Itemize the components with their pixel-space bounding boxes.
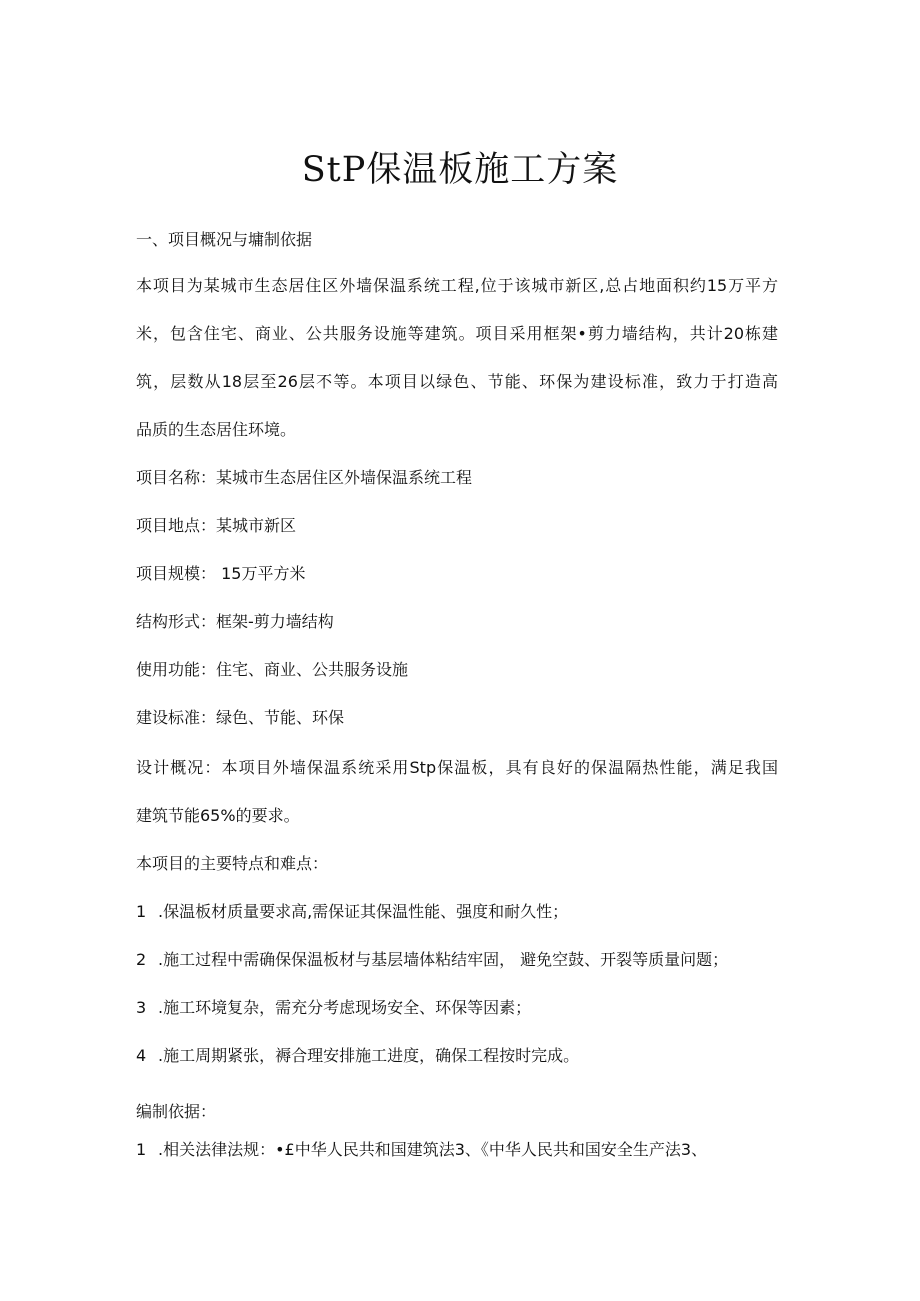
basis-heading: 编制依据： [136,1102,217,1121]
list-number: 3 [136,998,147,1017]
overview-line-1: 本项目为某城市生态居住区外墙保温系统工程,位于该城市新区,总占地面积约15万平方 [136,276,778,295]
list-number: 4 [136,1046,147,1065]
list-text: .施工周期紧张，褥合理安排施工进度，确保工程按时完成。 [158,1046,580,1065]
feature-item-2 [136,948,728,972]
document-title: StP保温板施工方案 [301,150,619,190]
design-overview-line-1: 设计概况：本项目外墙保温系统采用Stp保温板，具有良好的保温隔热性能，满足我国 [136,758,778,777]
feature-item-3 [136,996,531,1020]
project-scale: 项目规模： 15万平方米 [136,564,306,583]
list-number: 2 [136,950,147,969]
list-text: .相关法律法规：•£中华人民共和国建筑法3、《中华人民共和国安全生产法3、 [158,1140,708,1159]
feature-item-1 [136,900,568,924]
design-overview-line-2: 建筑节能65%的要求。 [136,806,300,825]
basis-item-1 [136,1138,707,1162]
feature-item-4 [136,1044,579,1068]
project-location: 项目地点：某城市新区 [136,516,297,535]
list-number: 1 [136,902,147,921]
usage-function: 使用功能：住宅、商业、公共服务设施 [136,660,409,679]
overview-line-2: 米，包含住宅、商业、公共服务设施等建筑。项目采用框架•剪力墙结构，共计20栋建 [136,324,778,343]
list-text: .施工环境复杂，需充分考虑现场安全、环保等因素； [158,998,532,1017]
overview-line-3: 筑，层数从18层至26层不等。本项目以绿色、节能、环保为建设标准，致力于打造高 [136,372,778,391]
structure-type: 结构形式：框架-剪力墙结构 [136,612,334,631]
features-heading: 本项目的主要特点和难点： [136,854,329,873]
section-heading: 一、项目概况与墉制依据 [136,230,313,249]
list-number: 1 [136,1140,147,1159]
project-name: 项目名称：某城市生态居住区外墙保温系统工程 [136,468,473,487]
list-text: .施工过程中需确保保温板材与基层墙体粘结牢固， 避免空鼓、开裂等质量问题； [158,950,729,969]
overview-line-4: 品质的生态居住环境。 [136,420,297,439]
construction-standard: 建设标准：绿色、节能、环保 [136,708,345,727]
list-text: .保温板材质量要求高,需保证其保温性能、强度和耐久性； [158,902,569,921]
